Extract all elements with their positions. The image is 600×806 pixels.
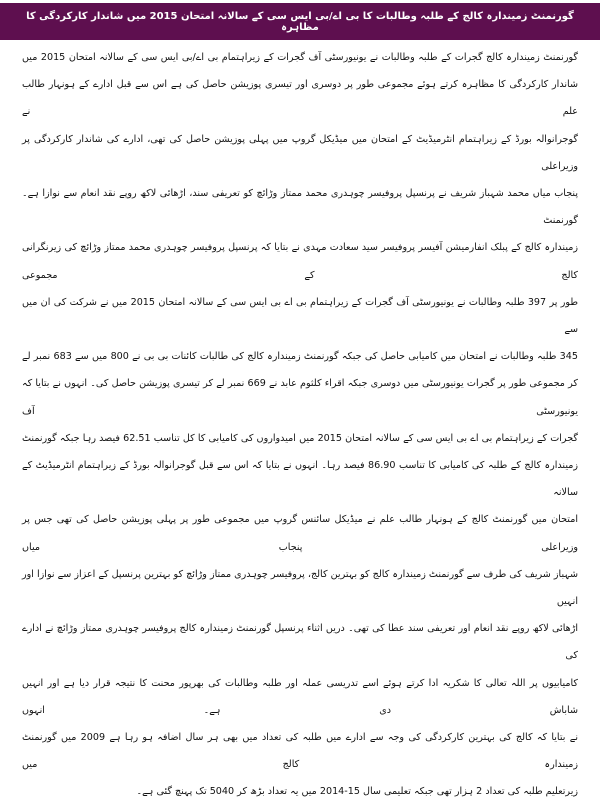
article-line: گورنمنٹ زمیندارہ کالج گجرات کے طلبہ وطالبات نے یونیورسٹی آف گجرات کے زیراہتمام بی اے/بی ایس سی کے سالانہ امتحان 2015 میں	[22, 52, 578, 63]
headline-bar	[0, 3, 600, 40]
article-line: طور پر 397 طلبہ وطالبات نے یونیورسٹی آف گجرات کے زیراہتمام بی اے بی ایس سی کے سالانہ امتحان 2015 میں نے شرکت کی ان میں سے	[22, 296, 578, 336]
article-line: اڑھائی لاکھ روپے نقد انعام اور تعریفی سند عطا کی تھی۔ دریں اثناء پرنسپل گورنمنٹ زمیندارہ کالج پروفیسر چوہدری ممتاز وڑائچ نے ادارے کی	[22, 623, 578, 662]
article-line: گوجرانوالہ بورڈ کے زیراہتمام انٹرمیڈیٹ کے امتحان میں میڈیکل گروپ میں پہلی پوزیشن حاصل کی تھی، ادارے کی شاندار کارکردگی پر وزیراعلی	[22, 133, 578, 172]
article-line: شاندار کارکردگی کا مظاہرہ کرتے ہوئے مجموعی طور پر دوسری اور تیسری پوزیشن حاصل کی ہے اس سے قبل ادارے کے ہونہار طالب علم نے	[22, 79, 578, 118]
article-line: کر مجموعی طور پر گجرات یونیورسٹی میں دوسری جبکہ اقراء کلثوم عابد نے 669 نمبر لے کر تیسری پوزیشن حاصل کی۔ انہوں نے بتایا کہ یونیورسٹی آف	[22, 378, 578, 417]
article-line: گجرات کے زیراہتمام بی اے بی ایس سی کے سالانہ امتحان 2015 میں امیدواروں کی کامیابی کا کل تناسب 62.51 فیصد رہا جبکہ گورنمنٹ	[22, 432, 578, 444]
article-line: نے بتایا کہ کالج کی بہترین کارکردگی کی وجہ سے ادارے میں طلبہ کی تعداد میں بھی ہر سال اضافہ ہو رہا ہے 2009 میں گورنمنٹ زمیندارہ کالج میں	[22, 732, 579, 771]
article-line: کامیابیوں پر اللہ تعالی کا شکریہ ادا کرتے ہوئے اسے تدریسی عملہ اور طلبہ وطالبات کی بھرپور محنت کا نتیجہ قرار دیا ہے اور انہیں شاباش دی ہے۔ انہوں	[22, 677, 578, 716]
headline: گورنمنٹ زمیندارہ کالج کے طلبہ وطالبات کا بی اے/بی ایس سی کے سالانہ امتحان 2015 میں شاندار کارکردگی کا مظاہرہ	[26, 10, 574, 33]
article-line: زمیندارہ کالج کے طلبہ کی کامیابی کا تناسب 86.90 فیصد رہا۔ انہوں نے بتایا کہ اس سے قبل گوجرانوالہ بورڈ کے زیراہتمام انٹرمیڈیٹ کے سالانہ	[22, 460, 578, 499]
article-line: پنجاب میاں محمد شہباز شریف نے پرنسپل پروفیسر چوہدری محمد ممتاز وڑائچ کو تعریفی سند، اڑھائی لاکھ روپے نقد انعام سے نوازا ہے۔ گورنمنٹ	[22, 188, 578, 227]
article-line: 345 طلبہ وطالبات نے امتحان میں کامیابی حاصل کی جبکہ گورنمنٹ زمیندارہ کالج کی طالبات کائنات بی بی نے 800 میں سے 683 نمبر لے	[22, 351, 578, 363]
article-line: زمیندارہ کالج کے پبلک انفارمیشن آفیسر پروفیسر سید سعادت مہدی نے بتایا کہ پرنسپل پروفیسر چوہدری محمد ممتاز وڑائچ کی زیرنگرانی کالج کے مجموعی	[22, 242, 578, 281]
article-line: امتحان میں گورنمنٹ کالج کے ہونہار طالب علم نے میڈیکل سائنس گروپ میں مجموعی طور پر پہلی پوزیشن حاصل کی تھی جس پر وزیراعلی پنجاب میاں	[22, 514, 578, 553]
article-line: شہباز شریف کی طرف سے گورنمنٹ زمیندارہ کالج کو بہترین کالج، پروفیسر چوہدری ممتاز وڑائچ کو بہترین پرنسپل کے اعزاز سے نوازا اور انہیں	[22, 568, 578, 608]
article-body	[22, 44, 578, 806]
article-line: زیرتعلیم طلبہ کی تعداد 2 ہزار تھی جبکہ تعلیمی سال 15-2014 میں یہ تعداد بڑھ کر 5040 تک پہنچ گئی ہے۔	[136, 786, 578, 798]
